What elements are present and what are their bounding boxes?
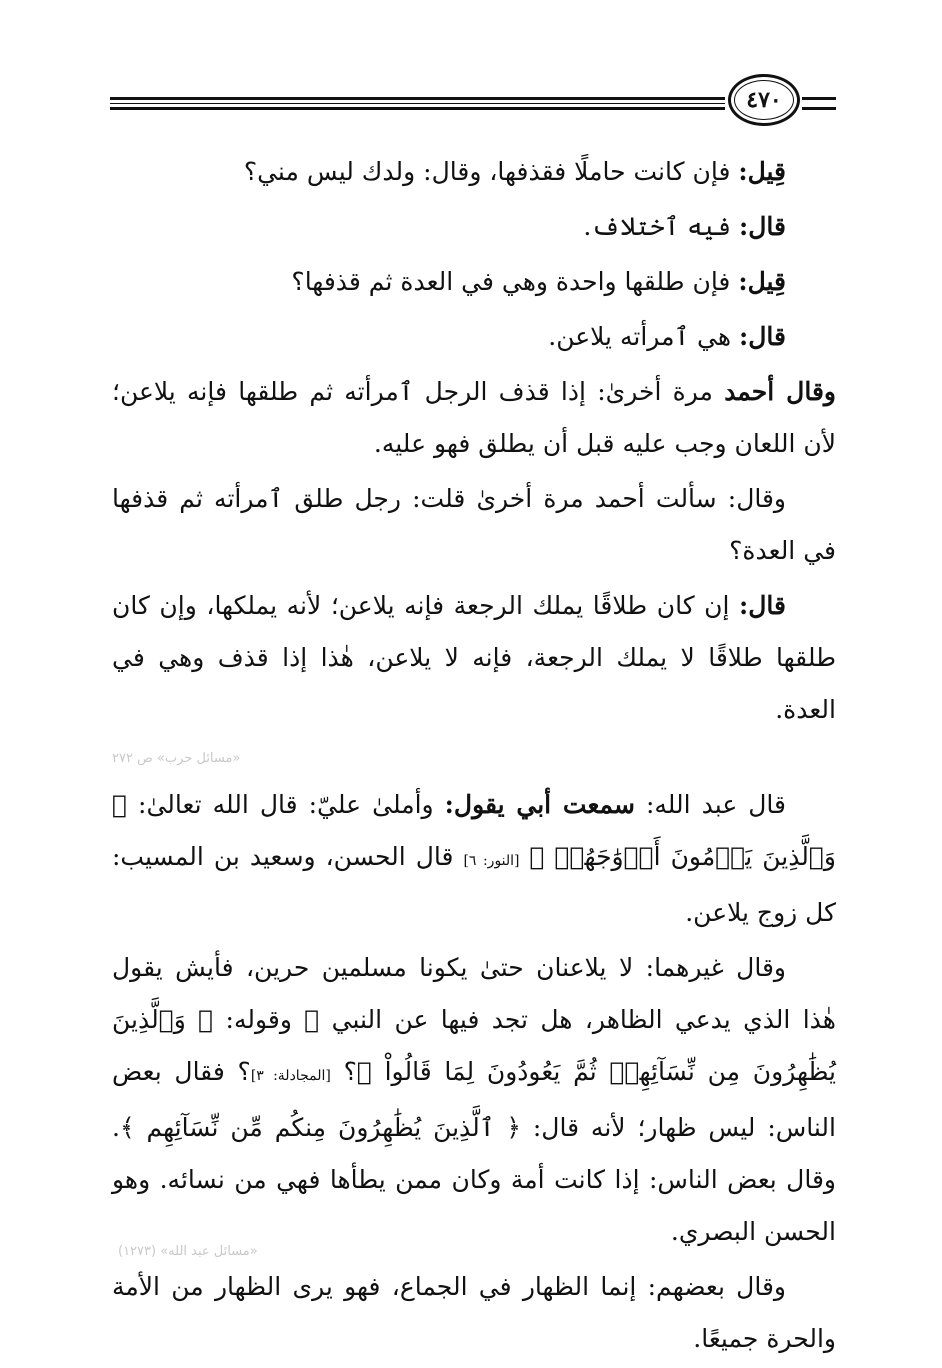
bold-phrase: سمعت أبي يقول: (444, 790, 635, 819)
text: قال عبد الله: (634, 790, 786, 819)
faded-source-note: «مسائل عبد الله» (١٢٧٣) (118, 1244, 258, 1259)
verse-reference: [المجادلة: ٣] (250, 1068, 331, 1084)
text: فإن كانت حاملًا فقذفها، وقال: ولدك ليس مني؟ (243, 157, 739, 186)
paragraph (112, 311, 836, 363)
text: وقال بعضهم: إنما الظهار في الجماع، فهو يرى الظهار من الأمة والحرة جميعًا. (112, 1272, 836, 1353)
paragraph (112, 580, 836, 736)
header-rule (110, 103, 725, 104)
label: قال: (739, 212, 786, 241)
page-header (110, 70, 836, 134)
faded-source-note: «مسائل حرب» ص ٢٧٢ (112, 751, 241, 766)
paragraph (112, 201, 836, 253)
label: قال: (739, 322, 786, 351)
paragraph (112, 256, 836, 308)
verse-reference: [النور: ٦] (463, 853, 520, 869)
header-rule-tail (802, 97, 836, 100)
paragraph (112, 146, 836, 198)
page-body (112, 146, 836, 1368)
paragraph (112, 1261, 836, 1365)
bold-name: أحمد (724, 377, 775, 406)
paragraph (112, 942, 836, 1258)
header-rule (110, 97, 725, 100)
text: هي ٱمرأته يلاعن. (548, 322, 740, 351)
label: قال: (739, 591, 786, 620)
label: قِيل: (738, 157, 786, 186)
text: وأملىٰ عليّ: قال الله تعالىٰ: ﴿ وَٱلَّذِينَ يَرۡمُونَ أَزۡوَٰجَهُمۡ ﴾ (112, 790, 837, 871)
header-rule-tail (802, 107, 836, 110)
text: مرة أخرىٰ: إذا قذف الرجل ٱمرأته ثم طلقها فإنه يلاعن؛ لأن اللعان وجب عليه قبل أن يطلق فهو عليه. (112, 377, 836, 458)
header-rule (110, 107, 725, 110)
text: إن كان طلاقًا يملك الرجعة فإنه يلاعن؛ لأنه يملكها، وإن كان طلقها طلاقًا لا يملك الرجعة، فإنه لا يلاعن، هٰذا إذا قذف وهي في العدة. (112, 591, 836, 724)
paragraph (112, 779, 836, 939)
text: قال الحسن، وسعيد بن المسيب: كل زوج يلاعن. (112, 842, 836, 927)
text: وقال: سألت أحمد مرة أخرىٰ قلت: رجل طلق ٱمرأته ثم قذفها في العدة؟ (112, 484, 836, 565)
text: وقال (774, 377, 836, 406)
page-number: ٤٧٠ (728, 74, 800, 126)
text: فيه ٱختلاف. (583, 212, 740, 241)
text: فإن طلقها واحدة وهي في العدة ثم قذفها؟ (291, 267, 739, 296)
paragraph (112, 366, 836, 470)
paragraph (112, 473, 836, 577)
label: قِيل: (738, 267, 786, 296)
text: وقال غيرهما: لا يلاعنان حتىٰ يكونا مسلمين حرين، فأيش يقول هٰذا الذي يدعي الظاهر، هل تجد فيها عن النبي ﷺ وقوله: ﴿ وَٱلَّذِينَ يُظَٰهِرُونَ مِن نِّسَآئِهِمۡ ثُمَّ يَعُودُونَ لِمَا قَالُواْ ﴾؟ (112, 953, 836, 1086)
text: ؟ فقال بعض الناس: ليس ظهار؛ لأنه قال: ﴿ ٱلَّذِينَ يُظَٰهِرُونَ مِنكُم مِّن نِّسَآئِهِم ﴾. وقال بعض الناس: إذا كانت أمة وكان ممن يطأها فهي من نسائه. وهو الحسن البصري. (112, 1057, 836, 1246)
